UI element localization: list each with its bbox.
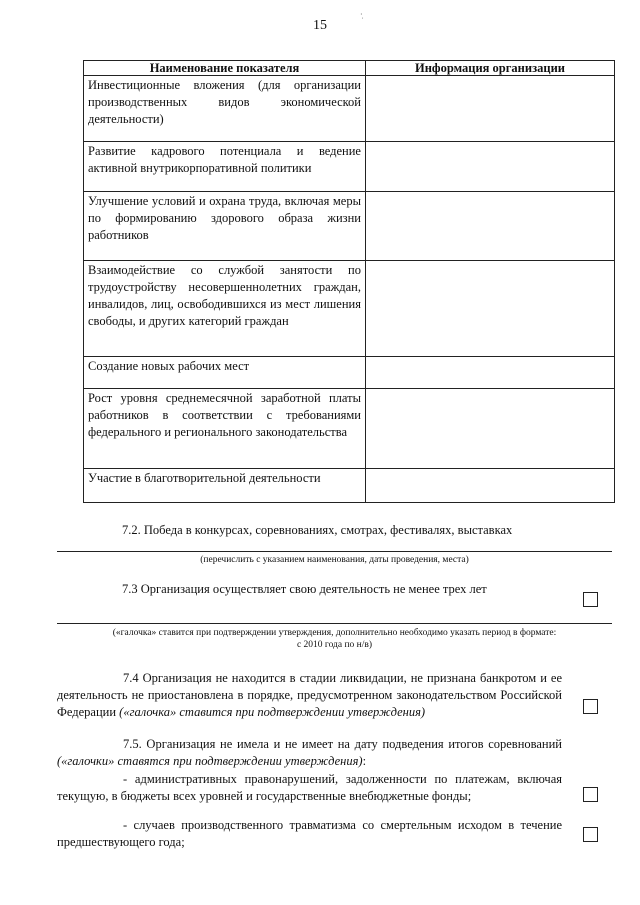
table-row: [84, 389, 615, 469]
indicator-label: Участие в благотворительной деятельности: [84, 469, 366, 503]
section-7-5-tail: :: [362, 754, 367, 768]
section-7-5-text: 7.5. Организация не имела и не имеет на дату подведения итогов соревнований: [123, 737, 562, 751]
info-cell[interactable]: [366, 142, 615, 192]
header-organization-info: Информация организации: [366, 61, 615, 76]
indicator-label: Инвестиционные вложения (для организации производственных видов экономической деятельности): [84, 76, 366, 142]
info-cell[interactable]: [366, 192, 615, 261]
section-7-5-item-1: - административных правонарушений, задолженности по платежам, включая текущую, в бюджеты всех уровней и государственные внебюджетные фонды;: [57, 772, 562, 803]
section-7-5-italic: («галочки» ставятся при подтверждении утверждения): [57, 754, 363, 768]
scan-speck: ·̣: [360, 10, 363, 19]
section-7-4-text: 7.4 Организация не находится в стадии ликвидации, не признана банкротом и ее деятельность не приостановлена в порядке, предусмотренном законодательством Российской Федерации: [57, 671, 562, 719]
table-row: [84, 76, 615, 142]
info-cell[interactable]: [366, 389, 615, 469]
indicator-label: Улучшение условий и охрана труда, включая меры по формированию здорового образа жизни работников: [84, 192, 366, 261]
section-7-3-note: [57, 627, 612, 651]
section-7-2-note: (перечислить с указанием наименования, даты проведения, места): [200, 555, 469, 565]
table-row: [84, 469, 615, 503]
info-cell[interactable]: [366, 469, 615, 503]
note-line: с 2010 года по н/в): [296, 640, 373, 650]
section-7-4-italic: («галочка» ставится при подтверждении утверждения): [119, 705, 426, 719]
checkbox-7-4[interactable]: [583, 699, 598, 714]
table-row: [84, 192, 615, 261]
note-line: («галочка» ставится при подтверждении утверждения, дополнительно необходимо указать период в формате:: [112, 628, 557, 638]
section-7-5-item-2: - случаев производственного травматизма со смертельным исходом в течение предшествующего года;: [57, 818, 562, 849]
section-7-3-text: 7.3 Организация осуществляет свою деятельность не менее трех лет: [122, 582, 487, 596]
indicators-table: [83, 60, 615, 503]
section-7-5: [57, 736, 562, 770]
info-cell[interactable]: [366, 76, 615, 142]
table-row: [84, 357, 615, 389]
page-number: 15: [313, 18, 327, 33]
table-row: [84, 142, 615, 192]
indicator-label: Взаимодействие со службой занятости по трудоустройству несовершеннолетних граждан, инвалидов, лиц, освободившихся из мест лишения свободы, и других категорий граждан: [84, 261, 366, 357]
checkbox-7-3[interactable]: [583, 592, 598, 607]
checkbox-7-5-1[interactable]: [583, 787, 598, 802]
table-row: [84, 261, 615, 357]
indicator-label: Рост уровня среднемесячной заработной платы работников в соответствии с требованиями федерального и регионального законодательства: [84, 389, 366, 469]
indicator-label: Создание новых рабочих мест: [84, 357, 366, 389]
indicator-label: Развитие кадрового потенциала и ведение активной внутрикорпоративной политики: [84, 142, 366, 192]
section-7-4: [57, 670, 562, 721]
info-cell[interactable]: [366, 357, 615, 389]
header-indicator-name: Наименование показателя: [84, 61, 366, 76]
checkbox-7-5-2[interactable]: [583, 827, 598, 842]
fill-in-line[interactable]: [57, 623, 612, 624]
fill-in-line[interactable]: [57, 551, 612, 552]
table-header-row: [84, 61, 615, 76]
section-7-2-text: 7.2. Победа в конкурсах, соревнованиях, смотрах, фестивалях, выставках: [122, 523, 513, 537]
info-cell[interactable]: [366, 261, 615, 357]
